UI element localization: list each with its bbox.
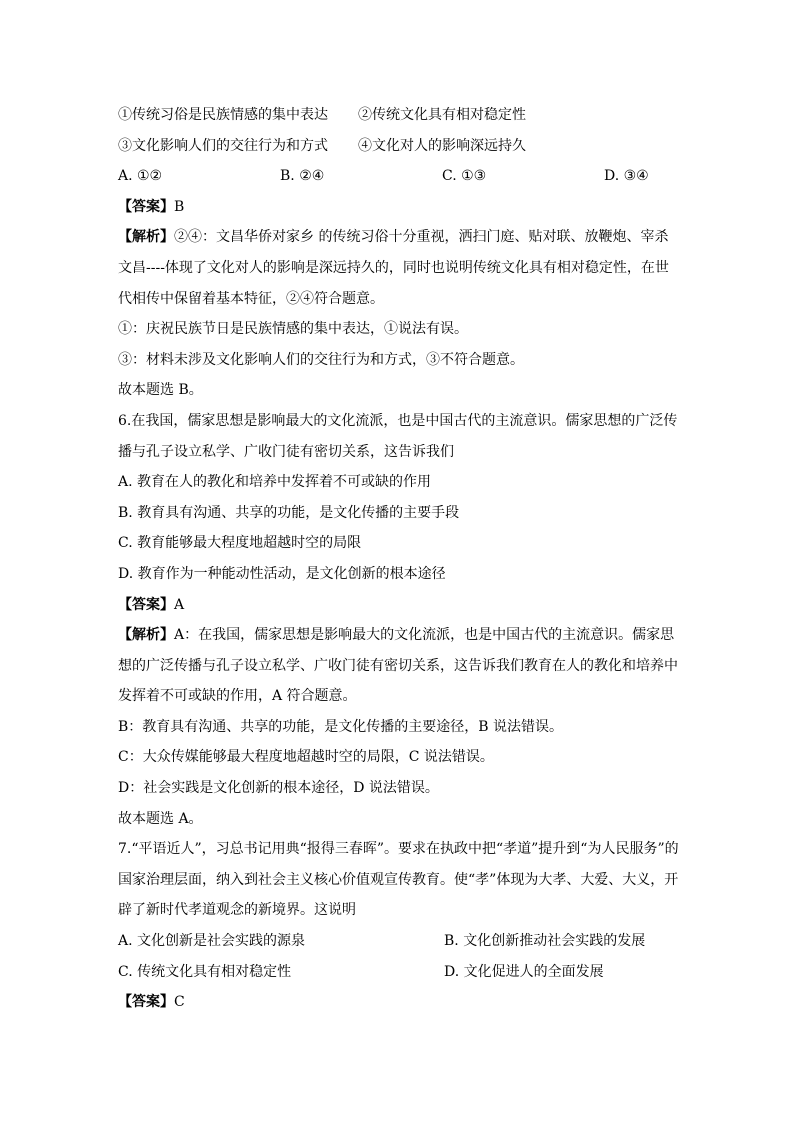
q5-analysis-line-2: 文昌----体现了文化对人的影响是深远持久的，同时也说明传统文化具有相对稳定性，在世 [118,259,669,276]
q6-analysis-line-3: 发挥着不可或缺的作用，A 符合题意。 [118,688,357,705]
q5-analysis-line-3: 代相传中保留着基本特征，②④符合题意。 [118,290,384,307]
q7-options-row-1 [118,926,678,957]
q7-option-b: B. 文化创新推动社会实践的发展 [444,933,646,950]
q6-answer-value: A [174,596,185,613]
q5-statement-2: ②传统文化具有相对稳定性 [358,107,526,123]
q5-analysis-line-5: ③：材料未涉及文化影响人们的交往行为和方式，③不符合题意。 [118,351,524,368]
q7-answer-label: 【答案】 [118,994,174,1011]
q7-answer-value: C [174,994,185,1011]
q6-answer [118,590,678,621]
q7-option-a: A. 文化创新是社会实践的源泉 [118,933,306,950]
document-content [118,100,678,1018]
q6-analysis-line-5: C：大众传媒能够最大程度地超越时空的局限，C 说法错误。 [118,749,494,766]
q7-answer [118,987,678,1018]
q6-analysis-line-6: D：社会实践是文化创新的根本途径，D 说法错误。 [118,780,439,797]
q5-options [118,161,678,192]
q7-options-row-2 [118,957,678,988]
q5-statement-1: ①传统习俗是民族情感的集中表达 [118,107,328,123]
q6-answer-label: 【答案】 [118,596,174,613]
q5-answer [118,192,678,223]
q5-analysis-line-4: ①：庆祝民族节日是民族情感的集中表达，①说法有误。 [118,321,468,338]
q6-analysis-line-7: 故本题选 A。 [118,810,203,827]
q6-analysis-line-4: B：教育具有沟通、共享的功能，是文化传播的主要途径，B 说法错误。 [118,718,564,735]
q5-statement-row-2 [118,131,678,162]
q6-analysis-line-1: 【解析】A：在我国，儒家思想是影响最大的文化流派，也是中国古代的主流意识。儒家思 [118,627,675,644]
q5-option-b: B. ②④ [280,168,325,185]
q6-analysis-line-2: 想的广泛传播与孔子设立私学、广收门徒有密切关系，这告诉我们教育在人的教化和培养中 [118,657,678,674]
q6-option-c: C. 教育能够最大程度地超越时空的局限 [118,535,362,552]
q5-analysis-label: 【解析】 [118,229,174,246]
q6-stem-line-1: 6.在我国，儒家思想是影响最大的文化流派，也是中国古代的主流意识。儒家思想的广泛传 [118,412,678,429]
q7-option-d: D. 文化促进人的全面发展 [444,963,604,980]
q5-option-d: D. ③④ [604,168,649,185]
q6-option-b: B. 教育具有沟通、共享的功能，是文化传播的主要手段 [118,504,460,521]
q5-analysis-line-1: 【解析】②④：文昌华侨对家乡 的传统习俗十分重视，洒扫门庭、贴对联、放鞭炮、宰杀 [118,229,669,246]
q7-stem-line-2: 国家治理层面，纳入到社会主义核心价值观宣传教育。使“孝”体现为大孝、大爱、大义，开 [118,871,679,888]
q6-analysis-label: 【解析】 [118,627,174,644]
q7-stem-line-1: 7.“平语近人”，习总书记用典“报得三春晖”。要求在执政中把“孝道”提升到“为人民服务”的 [118,841,679,858]
q6-option-d: D. 教育作为一种能动性活动，是文化创新的根本途径 [118,565,446,582]
q5-statement-4: ④文化对人的影响深远持久 [358,137,526,154]
q6-option-a: A. 教育在人的教化和培养中发挥着不可或缺的作用 [118,474,432,491]
q5-statement-row-1 [118,100,678,131]
q5-statement-3: ③文化影响人们的交往行为和方式 [118,137,328,154]
q5-answer-value: B [174,198,185,215]
q5-answer-label: 【答案】 [118,198,174,215]
q7-option-c: C. 传统文化具有相对稳定性 [118,963,292,980]
q5-analysis-line-6: 故本题选 B。 [118,382,203,399]
q7-stem-line-3: 辟了新时代孝道观念的新境界。这说明 [118,902,356,919]
q6-stem-line-2: 播与孔子设立私学、广收门徒有密切关系，这告诉我们 [118,443,454,460]
q5-option-c: C. ①③ [442,168,487,185]
q5-option-a: A. ①② [118,168,163,185]
